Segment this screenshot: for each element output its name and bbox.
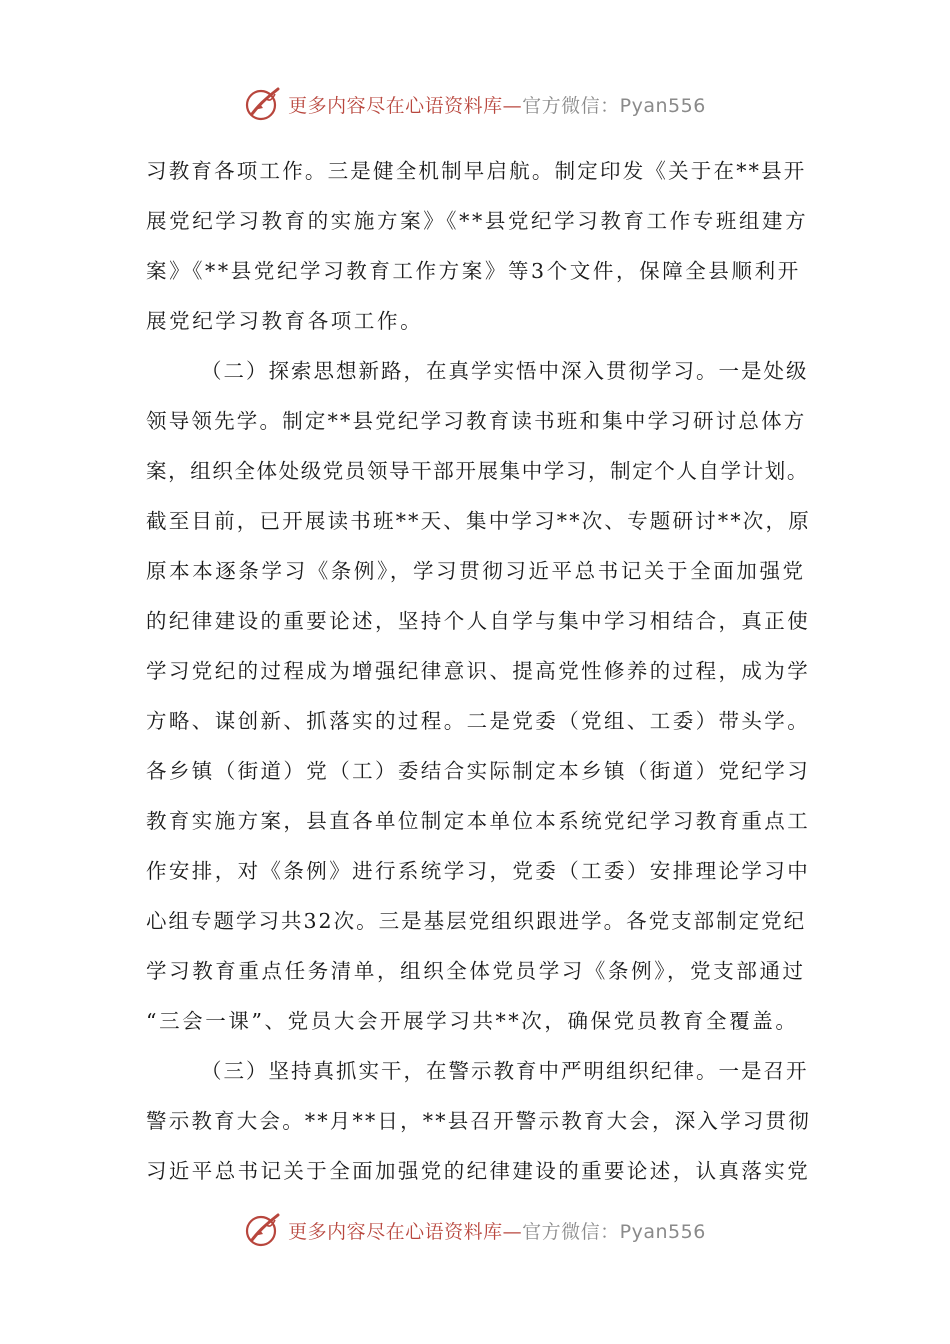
- footer-banner: [0, 1208, 950, 1252]
- text-line: 学习教育重点任务清单，组织全体党员学习《条例》，党支部通过: [146, 959, 806, 983]
- banner-text: [288, 91, 706, 118]
- text-line: 展党纪学习教育的实施方案》《**县党纪学习教育工作专班组建方: [146, 209, 809, 233]
- text-line: “三会一课”、党员大会开展学习共**次，确保党员教育全覆盖。: [146, 1009, 799, 1033]
- text-line: 截至目前，已开展读书班**天、集中学习**次、专题研讨**次，原: [146, 509, 811, 533]
- paragraph-2: [146, 346, 811, 1046]
- text-line: 各乡镇（街道）党（工）委结合实际制定本乡镇（街道）党纪学习: [146, 759, 811, 783]
- banner-prefix: 更多内容尽在心语资料库: [288, 94, 503, 117]
- text-line: 的纪律建设的重要论述，坚持个人自学与集中学习相结合，真正使: [146, 609, 811, 633]
- text-line: 案》《**县党纪学习教育工作方案》等3个文件，保障全县顺利开: [146, 259, 801, 283]
- banner-prefix: 更多内容尽在心语资料库: [288, 1220, 503, 1243]
- text-line: 方略、谋创新、抓落实的过程。二是党委（党组、工委）带头学。: [146, 709, 811, 733]
- paragraph-3: [146, 1046, 811, 1196]
- text-line: 教育实施方案，县直各单位制定本单位本系统党纪学习教育重点工: [146, 809, 811, 833]
- banner-text: [288, 1217, 706, 1244]
- document-body: [146, 146, 811, 1196]
- text-line: 领导领先学。制定**县党纪学习教育读书班和集中学习研讨总体方: [146, 409, 807, 433]
- header-banner: [0, 82, 950, 126]
- text-line: （三）坚持真抓实干，在警示教育中严明组织纪律。一是召开: [201, 1059, 809, 1083]
- text-line: （二）探索思想新路，在真学实悟中深入贯彻学习。一是处级: [201, 359, 809, 383]
- text-line: 案，组织全体处级党员领导干部开展集中学习，制定个人自学计划。: [146, 459, 809, 483]
- text-line: 心组专题学习共32次。三是基层党组织跟进学。各党支部制定党纪: [146, 909, 807, 933]
- text-line: 学习党纪的过程成为增强纪律意识、提高党性修养的过程，成为学: [146, 659, 811, 683]
- text-line: 习近平总书记关于全面加强党的纪律建设的重要论述，认真落实党: [146, 1159, 811, 1183]
- paragraph-1: [146, 146, 811, 346]
- text-line: 作安排，对《条例》进行系统学习，党委（工委）安排理论学习中: [146, 859, 811, 883]
- banner-suffix: 官方微信：Pyan556: [522, 94, 706, 117]
- brush-logo-icon: [244, 1210, 284, 1250]
- text-line: 原本本逐条学习《条例》，学习贯彻习近平总书记关于全面加强党: [146, 559, 806, 583]
- banner-dash: —: [502, 94, 523, 117]
- text-line: 习教育各项工作。三是健全机制早启航。制定印发《关于在**县开: [146, 159, 807, 183]
- brush-logo-icon: [244, 84, 284, 124]
- banner-dash: —: [502, 1220, 523, 1243]
- text-line: 展党纪学习教育各项工作。: [146, 309, 424, 333]
- text-line: 警示教育大会。**月**日，**县召开警示教育大会，深入学习贯彻: [146, 1109, 811, 1133]
- banner-suffix: 官方微信：Pyan556: [522, 1220, 706, 1243]
